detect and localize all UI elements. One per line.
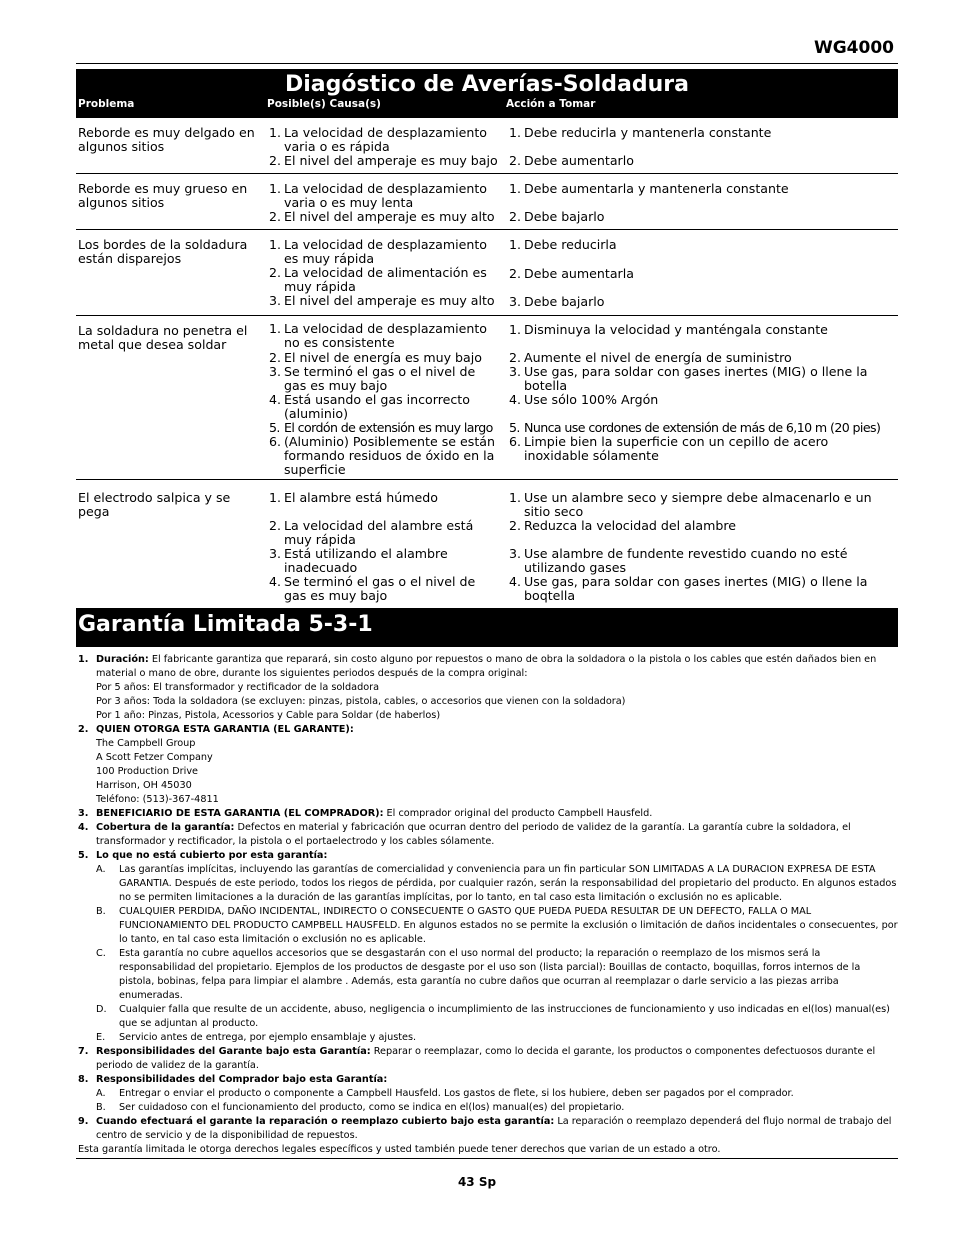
bottom-rule xyxy=(76,1158,898,1159)
action-item: 2. Debe aumentarlo xyxy=(509,153,634,168)
table-row xyxy=(76,230,898,316)
column-header-problem: Problema xyxy=(78,98,135,110)
section-heading: Responsibilidades del Garante bajo esta Garantía: xyxy=(96,1046,371,1057)
problem-cell: Reborde es muy delgado en algunos sitios xyxy=(78,125,255,154)
warranty-section xyxy=(76,1073,898,1087)
section-text: Reparar o reemplazar, como lo decida el garante, los productos o componentes defectuosos durante el periodo de validez de la garantía. xyxy=(96,1046,876,1071)
section-number: 9. xyxy=(78,1116,89,1127)
coverage-line: Por 1 año: Pinzas, Pistola, Acessorios y Cable para Soldar (de haberlos) xyxy=(96,710,441,721)
warranty-section xyxy=(76,653,898,681)
exclusion-item: B. CUALQUIER PERDIDA, DAÑO INCIDENTAL, INDIRECTO O CONSECUENTE O GASTO QUE PUEDA PUEDA RESULTAR DE UN DEFECTO, FALLA O MAL FUNCIONAMIENTO DEL PRODUCTO CAMPBELL HAUSFELD. En algunos estados no se permite la exclusión o limitación de daños incidentales o consecuentes, por lo tanto, en tal caso esta limitación o exclusión no es aplicable. xyxy=(96,906,898,945)
coverage-line: Por 5 años: El transformador y rectificador de la soldadora xyxy=(96,682,380,693)
action-item: 1. Use un alambre seco y siempre debe almacenarlo e un sitio seco xyxy=(509,490,872,519)
section-text: El fabricante garantiza que reparará, sin costo alguno por repuestos o mano de obra la soldadora o la pistola o los cables que estén dañados bien en material o mano de obre, durante los siguientes periodos después de la compra original: xyxy=(96,654,877,679)
address-line: 100 Production Drive xyxy=(96,766,199,777)
warranty-section xyxy=(76,821,898,849)
exclusion-item: D. Cualquier falla que resulte de un accidente, abuso, negligencia o incumplimiento de las instrucciones de funcionamiento y uso indicadas en el(los) manual(es) que se adjuntan al producto. xyxy=(96,1004,890,1029)
action-item: 2. Debe aumentarla xyxy=(509,266,634,281)
action-item: 3. Use gas, para soldar con gases inertes (MIG) o llene la botella xyxy=(509,364,868,393)
action-item: 1. Debe reducirla y mantenerla constante xyxy=(509,125,772,140)
section-number: 5. xyxy=(78,850,89,861)
cause-item: 4. Se terminó el gas o el nivel de gas es muy bajo xyxy=(269,574,476,603)
obligation-item: B. Ser cuidadoso con el funcionamiento del producto, como se indica en el(los) manual(es) del propietario. xyxy=(96,1102,625,1113)
address-line: A Scott Fetzer Company xyxy=(96,752,213,763)
table-row xyxy=(76,118,898,174)
warranty-section xyxy=(76,1115,898,1143)
warranty-text xyxy=(76,653,898,1157)
warranty-section xyxy=(76,849,898,863)
action-item: 2. Reduzca la velocidad del alambre xyxy=(509,518,737,533)
address-line: The Campbell Group xyxy=(96,738,196,749)
table-row xyxy=(76,316,898,480)
action-item: 4. Use sólo 100% Argón xyxy=(509,392,659,407)
page-number: 43 Sp xyxy=(457,1175,497,1189)
cause-item: 2. La velocidad de alimentación es muy rápida xyxy=(269,265,487,294)
warranty-title: Garantía Limitada 5-3-1 xyxy=(78,612,373,637)
action-item: 1. Debe reducirla xyxy=(509,237,617,252)
cause-item: 2. El nivel del amperaje es muy bajo xyxy=(269,153,498,168)
column-header-action: Acción a Tomar xyxy=(506,98,596,110)
action-item: 5. Nunca use cordones de extensión de más de 6,10 m (20 pies) xyxy=(509,420,881,435)
top-rule xyxy=(76,63,898,64)
section-number: 1. xyxy=(78,654,89,665)
section-heading: QUIEN OTORGA ESTA GARANTIA (EL GARANTE): xyxy=(96,724,354,735)
problem-cell: Los bordes de la soldadura están disparejos xyxy=(78,237,248,266)
action-item: 2. Aumente el nivel de energía de suministro xyxy=(509,350,792,365)
diagnostics-title: Diagóstico de Averías-Soldadura xyxy=(285,72,689,97)
section-text: El comprador original del producto Campbell Hausfeld. xyxy=(386,808,653,819)
action-item: 2. Debe bajarlo xyxy=(509,209,605,224)
section-number: 4. xyxy=(78,822,89,833)
cause-item: 2. La velocidad del alambre está muy rápida xyxy=(269,518,474,547)
cause-item: 3. Está utilizando el alambre inadecuado xyxy=(269,546,448,575)
action-item: 6. Limpie bien la superficie con un cepillo de acero inoxidable sólamente xyxy=(509,434,829,463)
problem-cell: El electrodo salpica y se pega xyxy=(78,490,231,519)
cause-item: 6. (Aluminio) Posiblemente se están formando residuos de óxido en la superficie xyxy=(269,434,495,477)
warranty-section xyxy=(76,723,898,737)
table-row xyxy=(76,480,898,610)
warranty-closing: Esta garantía limitada le otorga derechos legales específicos y usted también puede tener derechos que varian de un estado a otro. xyxy=(78,1144,721,1155)
exclusion-item: C. Esta garantía no cubre aquellos accesorios que se desgastarán con el uso normal del producto; la reparación o reemplazo de los mismos será la responsabilidad del propietario. Ejemplos de los productos de desgaste por el uso son (lista parcial): Bouillas de contacto, boquillas, forros internos de la pistola, bobinas, felpa para limpiar el alambre . Además, esta garantía no cubre daños que ocurran al reemplazar o darle servicio a las piezas arriba enumeradas. xyxy=(96,948,861,1001)
action-item: 3. Debe bajarlo xyxy=(509,294,605,309)
cause-item: 1. La velocidad de desplazamiento varia o es rápida xyxy=(269,125,488,154)
phone-line: Teléfono: (513)-367-4811 xyxy=(96,794,219,805)
cause-item: 5. El cordón de extensión es muy largo xyxy=(269,420,493,435)
action-item: 4. Use gas, para soldar con gases inertes (MIG) o llene la boqtella xyxy=(509,574,868,603)
cause-item: 2. El nivel de energía es muy bajo xyxy=(269,350,482,365)
address-line: Harrison, OH 45030 xyxy=(96,780,192,791)
warranty-header xyxy=(76,608,898,647)
diagnostics-table xyxy=(76,118,898,610)
diagnostics-header xyxy=(76,69,898,118)
cause-item: 2. El nivel del amperaje es muy alto xyxy=(269,209,495,224)
column-header-causes: Posible(s) Causa(s) xyxy=(267,98,381,110)
section-number: 7. xyxy=(78,1046,89,1057)
action-item: 1. Disminuya la velocidad y manténgala constante xyxy=(509,322,828,337)
warranty-section xyxy=(76,1045,898,1073)
cause-item: 4. Está usando el gas incorrecto (aluminio) xyxy=(269,392,470,421)
obligation-item: A. Entregar o enviar el producto o componente a Campbell Hausfeld. Los gastos de flete, si los hubiere, deben ser pagados por el comprador. xyxy=(96,1088,794,1099)
action-item: 3. Use alambre de fundente revestido cuando no esté utilizando gases xyxy=(509,546,848,575)
model-number: WG4000 xyxy=(813,38,894,58)
cause-item: 1. La velocidad de desplazamiento no es consistente xyxy=(269,321,488,350)
section-heading: BENEFICIARIO DE ESTA GARANTIA (EL COMPRADOR): xyxy=(96,808,384,819)
cause-item: 1. La velocidad de desplazamiento es muy rápida xyxy=(269,237,488,266)
section-heading: Cuando efectuará el garante la reparación o reemplazo cubierto bajo esta garantía: xyxy=(96,1116,555,1127)
coverage-line: Por 3 años: Toda la soldadora (se excluyen: pinzas, pistola, cables, o accesorios que vienen con la soldadora) xyxy=(96,696,626,707)
section-text: La reparación o reemplazo dependerá del flujo normal de trabajo del centro de servicio y de la disponibilidad de repuestos. xyxy=(96,1116,892,1141)
action-item: 1. Debe aumentarla y mantenerla constante xyxy=(509,181,789,196)
section-text: Defectos en material y fabricación que ocurran dentro del periodo de validez de la garantía. La garantía cubre la soldadora, el transformador y rectificador, la pistola o el portaelectrodo y los cables sólamente. xyxy=(96,822,851,847)
section-heading: Cobertura de la garantía: xyxy=(96,822,235,833)
cause-item: 1. La velocidad de desplazamiento varia o es muy lenta xyxy=(269,181,488,210)
warranty-section xyxy=(76,807,898,821)
problem-cell: Reborde es muy grueso en algunos sitios xyxy=(78,181,248,210)
exclusion-item: E. Servicio antes de entrega, por ejemplo ensamblaje y ajustes. xyxy=(96,1032,417,1043)
table-row xyxy=(76,174,898,230)
problem-cell: La soldadura no penetra el metal que desea soldar xyxy=(78,323,248,352)
cause-item: 3. Se terminó el gas o el nivel de gas es muy bajo xyxy=(269,364,476,393)
section-heading: Responsibilidades del Comprador bajo esta Garantía: xyxy=(96,1074,388,1085)
section-number: 8. xyxy=(78,1074,89,1085)
section-number: 3. xyxy=(78,808,89,819)
section-heading: Lo que no está cubierto por esta garantía: xyxy=(96,850,328,861)
section-heading: Duración: xyxy=(96,654,149,665)
exclusion-item: A. Las garantías implícitas, incluyendo las garantías de comercialidad y conveniencia para un fin particular SON LIMITADAS A LA DURACION EXPRESA DE ESTA GARANTIA. Después de este periodo, todos los riegos de pérdida, por cualquier razón, serán la responsabilidad del propietario del producto. En algunos estados no se permiten limitaciones a la duración de las garantías implícitas, por lo tanto, en tal caso esta limitación o exclusión no es aplicable. xyxy=(96,864,897,903)
cause-item: 1. El alambre está húmedo xyxy=(269,490,438,505)
cause-item: 3. El nivel del amperaje es muy alto xyxy=(269,293,495,308)
section-number: 2. xyxy=(78,724,89,735)
